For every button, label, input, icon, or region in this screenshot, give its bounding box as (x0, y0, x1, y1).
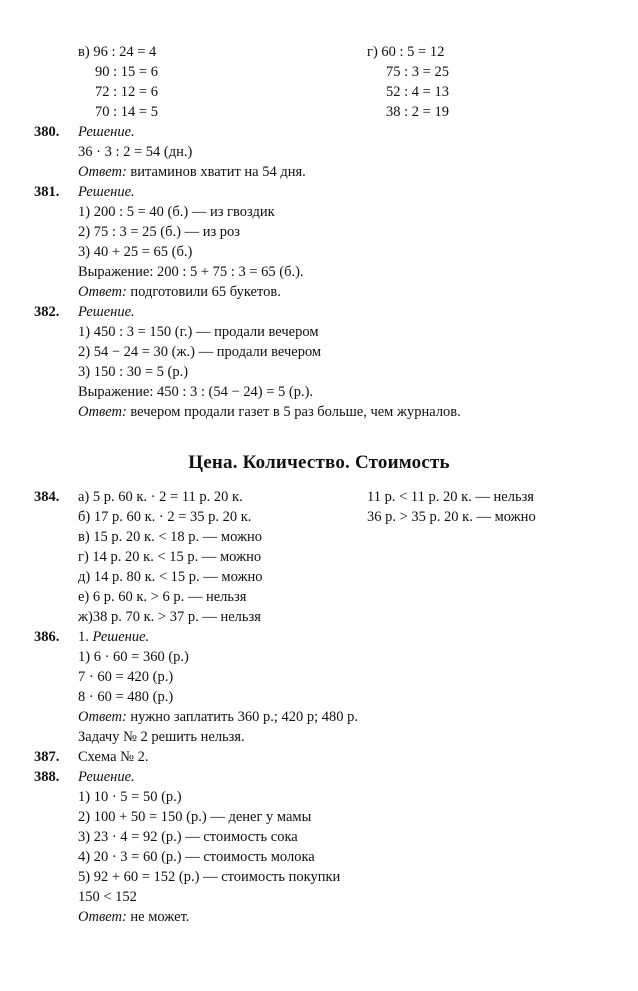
answer-text: витаминов хватит на 54 дня. (126, 164, 306, 180)
answer-label: Ответ: (78, 909, 127, 925)
problem-number: 387. (34, 749, 60, 765)
part-number: 1. (78, 629, 93, 645)
solution-label: Решение. (78, 184, 135, 200)
answer-label: Ответ: (78, 284, 127, 300)
equation: 96 : 24 = 4 (93, 44, 157, 60)
solution-label: Решение. (78, 304, 135, 320)
equation: 70 : 14 = 5 (95, 104, 158, 120)
answer-text: вечером продали газет в 5 раз больше, чем журналов. (126, 404, 461, 420)
solution-label: Решение. (92, 629, 150, 645)
problem-number: 388. (34, 769, 60, 785)
answer-label: Ответ: (78, 709, 127, 725)
problem-number: 380. (34, 124, 60, 140)
problem-number: 386. (34, 629, 60, 645)
item-prefix: г) (367, 44, 382, 60)
section-title: Цена. Количество. Стоимость (188, 452, 450, 473)
answer-text: нужно заплатить 360 р.; 420 р; 480 р. (126, 709, 359, 725)
solution-label: Решение. (78, 769, 135, 785)
solution-label: Решение. (78, 124, 135, 140)
item-prefix: в) (78, 44, 94, 60)
equation: 75 : 3 = 25 (386, 64, 449, 80)
solutions-page: в) 96 : 24 = 4 г) 60 : 5 = 12 90 : 15 = 6 75 : 3 = 25 72 : 12 = 6 52 : 4 = 13 70 : 14 = 5 38 : 2 = 19 380. Решение. 36 · 3 : 2 = 54 (дн.) Ответ: витаминов хватит на 54 дня. 381. Решение. 1) 200 : 5 = 40 (б.) — из гвоздик 2) 75 : 3 = 25 (б.) — из роз 3) 40 + 25 = 65 (б.) Выражение: 200 : 5 + 75 : 3 = 65 (б.). Ответ: подготовили 65 букетов. 382. Решение. 1) 450 : 3 = 150 (г.) — продали вечером 2) 54 − 24 = 30 (ж.) — продали вечером 3) 150 : 30 = 5 (р.) Выражение: 450 : 3 : (54 − 24) = 5 (р.). Ответ: вечером продали газет в 5 раз больше, чем журналов. Цена. Количество. Стоимость 384. а) 5 р. 60 к. · 2 = 11 р. 20 к. 11 р. < 11 р. 20 к. — нельзя б) 17 р. 60 к. · 2 = 35 р. 20 к. 36 р. > 35 р. 20 к. — можно в) 15 р. 20 к. < 18 р. — можно г) 14 р. 20 к. < 15 р. — можно д) 14 р. 80 к. < 15 р. — можно е) 6 р. 60 к. > 6 р. — нельзя ж)38 р. 70 к. > 37 р. — нельзя 386. 1. Решение. 1) 6 · 60 = 360 (р.) 7 · 60 = 420 (р.) 8 · 60 = 480 (р.) Ответ: нужно заплатить 360 р.; 420 р; 480 р. Задачу № 2 решить нельзя. 387. Схема № 2. 388. Решение. 1) 10 · 5 = 50 (р.) 2) 100 + 50 = 150 (р.) — денег у мамы 3) 23 · 4 = 92 (р.) — стоимость сока 4) 20 · 3 = 60 (р.) — стоимость молока 5) 92 + 60 = 152 (р.) — стоимость покупки 150 < 152 Ответ: не может. (0, 0, 638, 991)
equation: 60 : 5 = 12 (381, 44, 445, 60)
answer-text: подготовили 65 букетов. (126, 284, 281, 300)
equation: 72 : 12 = 6 (95, 84, 158, 100)
equation: 52 : 4 = 13 (386, 84, 449, 100)
equation: 38 : 2 = 19 (386, 104, 449, 120)
problem-number: 381. (34, 184, 60, 200)
answer-label: Ответ: (78, 404, 127, 420)
answer-label: Ответ: (78, 164, 127, 180)
problem-number: 384. (34, 489, 60, 505)
answer-text: не может. (126, 909, 190, 925)
problem-number: 382. (34, 304, 60, 320)
equation: 90 : 15 = 6 (95, 64, 158, 80)
